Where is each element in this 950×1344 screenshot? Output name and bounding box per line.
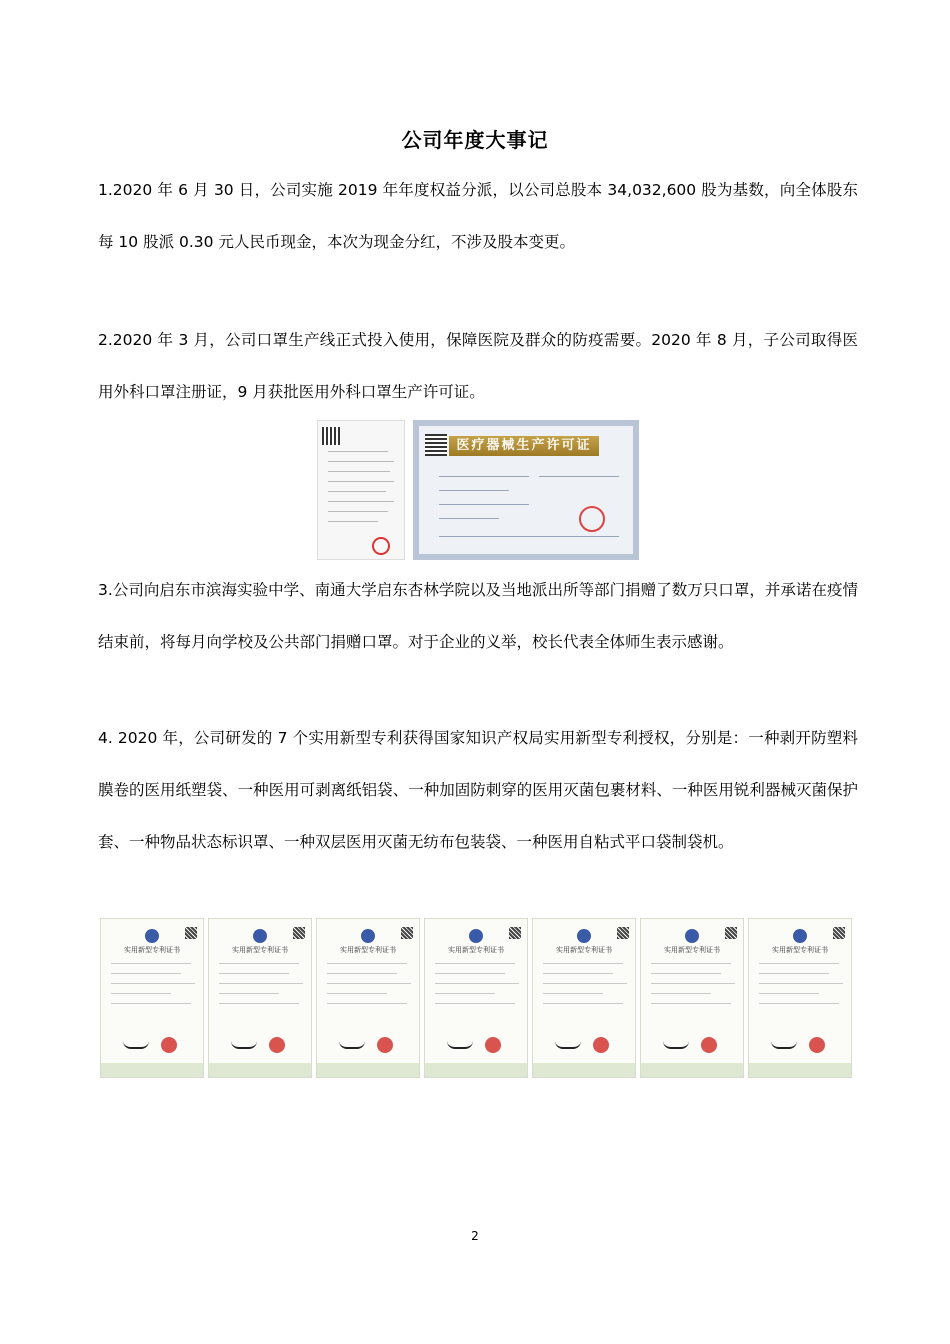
patent-title: 实用新型专利证书 — [664, 946, 720, 954]
official-seal-icon — [377, 1037, 393, 1053]
signature-icon — [123, 1041, 149, 1049]
patent-title: 实用新型专利证书 — [556, 946, 612, 954]
license-images — [317, 420, 639, 560]
page-title: 公司年度大事记 — [401, 128, 549, 152]
production-license-image — [413, 420, 639, 560]
signature-icon — [447, 1041, 473, 1049]
signature-icon — [771, 1041, 797, 1049]
official-seal-icon — [485, 1037, 501, 1053]
patent-title: 实用新型专利证书 — [340, 946, 396, 954]
emblem-icon — [685, 929, 699, 943]
patent-title: 实用新型专利证书 — [124, 946, 180, 954]
qr-code-icon — [185, 927, 197, 939]
patent-title: 实用新型专利证书 — [232, 946, 288, 954]
official-seal-icon — [701, 1037, 717, 1053]
patent-certificates — [100, 918, 852, 1078]
official-seal-icon — [161, 1037, 177, 1053]
official-seal-icon — [579, 506, 605, 532]
emblem-icon — [793, 929, 807, 943]
patent-certificate — [424, 918, 528, 1078]
official-seal-icon — [809, 1037, 825, 1053]
emblem-icon — [577, 929, 591, 943]
qr-code-icon — [425, 434, 447, 456]
emblem-icon — [469, 929, 483, 943]
qr-code-icon — [617, 927, 629, 939]
qr-code-icon — [322, 427, 340, 445]
signature-icon — [555, 1041, 581, 1049]
patent-title: 实用新型专利证书 — [772, 946, 828, 954]
emblem-icon — [145, 929, 159, 943]
event-paragraph-1: 1.2020 年 6 月 30 日，公司实施 2019 年年度权益分派，以公司总股本 34,032,600 股为基数，向全体股东每 10 股派 0.30 元人民币现金，本次为现金分红，不涉及股本变更。 — [98, 181, 858, 251]
patent-certificate — [208, 918, 312, 1078]
emblem-icon — [361, 929, 375, 943]
official-seal-icon — [593, 1037, 609, 1053]
qr-code-icon — [509, 927, 521, 939]
event-paragraph-3: 3.公司向启东市滨海实验中学、南通大学启东杏林学院以及当地派出所等部门捐赠了数万只口罩，并承诺在疫情结束前，将每月向学校及公共部门捐赠口罩。对于企业的义举，校长代表全体师生表示感谢。 — [98, 581, 858, 651]
emblem-icon — [253, 929, 267, 943]
license-heading: 医疗器械生产许可证 — [449, 436, 599, 456]
official-seal-icon — [372, 537, 390, 555]
qr-code-icon — [401, 927, 413, 939]
patent-title: 实用新型专利证书 — [448, 946, 504, 954]
page-number: 2 — [471, 1229, 479, 1243]
official-seal-icon — [269, 1037, 285, 1053]
qr-code-icon — [833, 927, 845, 939]
signature-icon — [231, 1041, 257, 1049]
qr-code-icon — [293, 927, 305, 939]
event-paragraph-4: 4. 2020 年，公司研发的 7 个实用新型专利获得国家知识产权局实用新型专利授权，分别是：一种剥开防塑料膜卷的医用纸塑袋、一种医用可剥离纸铝袋、一种加固防刺穿的医用灭菌包裹材料、一种医用锐利器械灭菌保护套、一种物品状态标识罩、一种双层医用灭菌无纺布包装袋、一种医用自粘式平口袋制袋机。 — [98, 729, 858, 851]
event-paragraph-2: 2.2020 年 3 月，公司口罩生产线正式投入使用，保障医院及群众的防疫需要。2020 年 8 月，子公司取得医用外科口罩注册证，9 月获批医用外科口罩生产许可证。 — [98, 331, 858, 401]
patent-certificate — [100, 918, 204, 1078]
mask-registration-certificate-image — [317, 420, 405, 560]
qr-code-icon — [725, 927, 737, 939]
signature-icon — [339, 1041, 365, 1049]
patent-certificate — [532, 918, 636, 1078]
patent-certificate — [748, 918, 852, 1078]
signature-icon — [663, 1041, 689, 1049]
patent-certificate — [316, 918, 420, 1078]
patent-certificate — [640, 918, 744, 1078]
